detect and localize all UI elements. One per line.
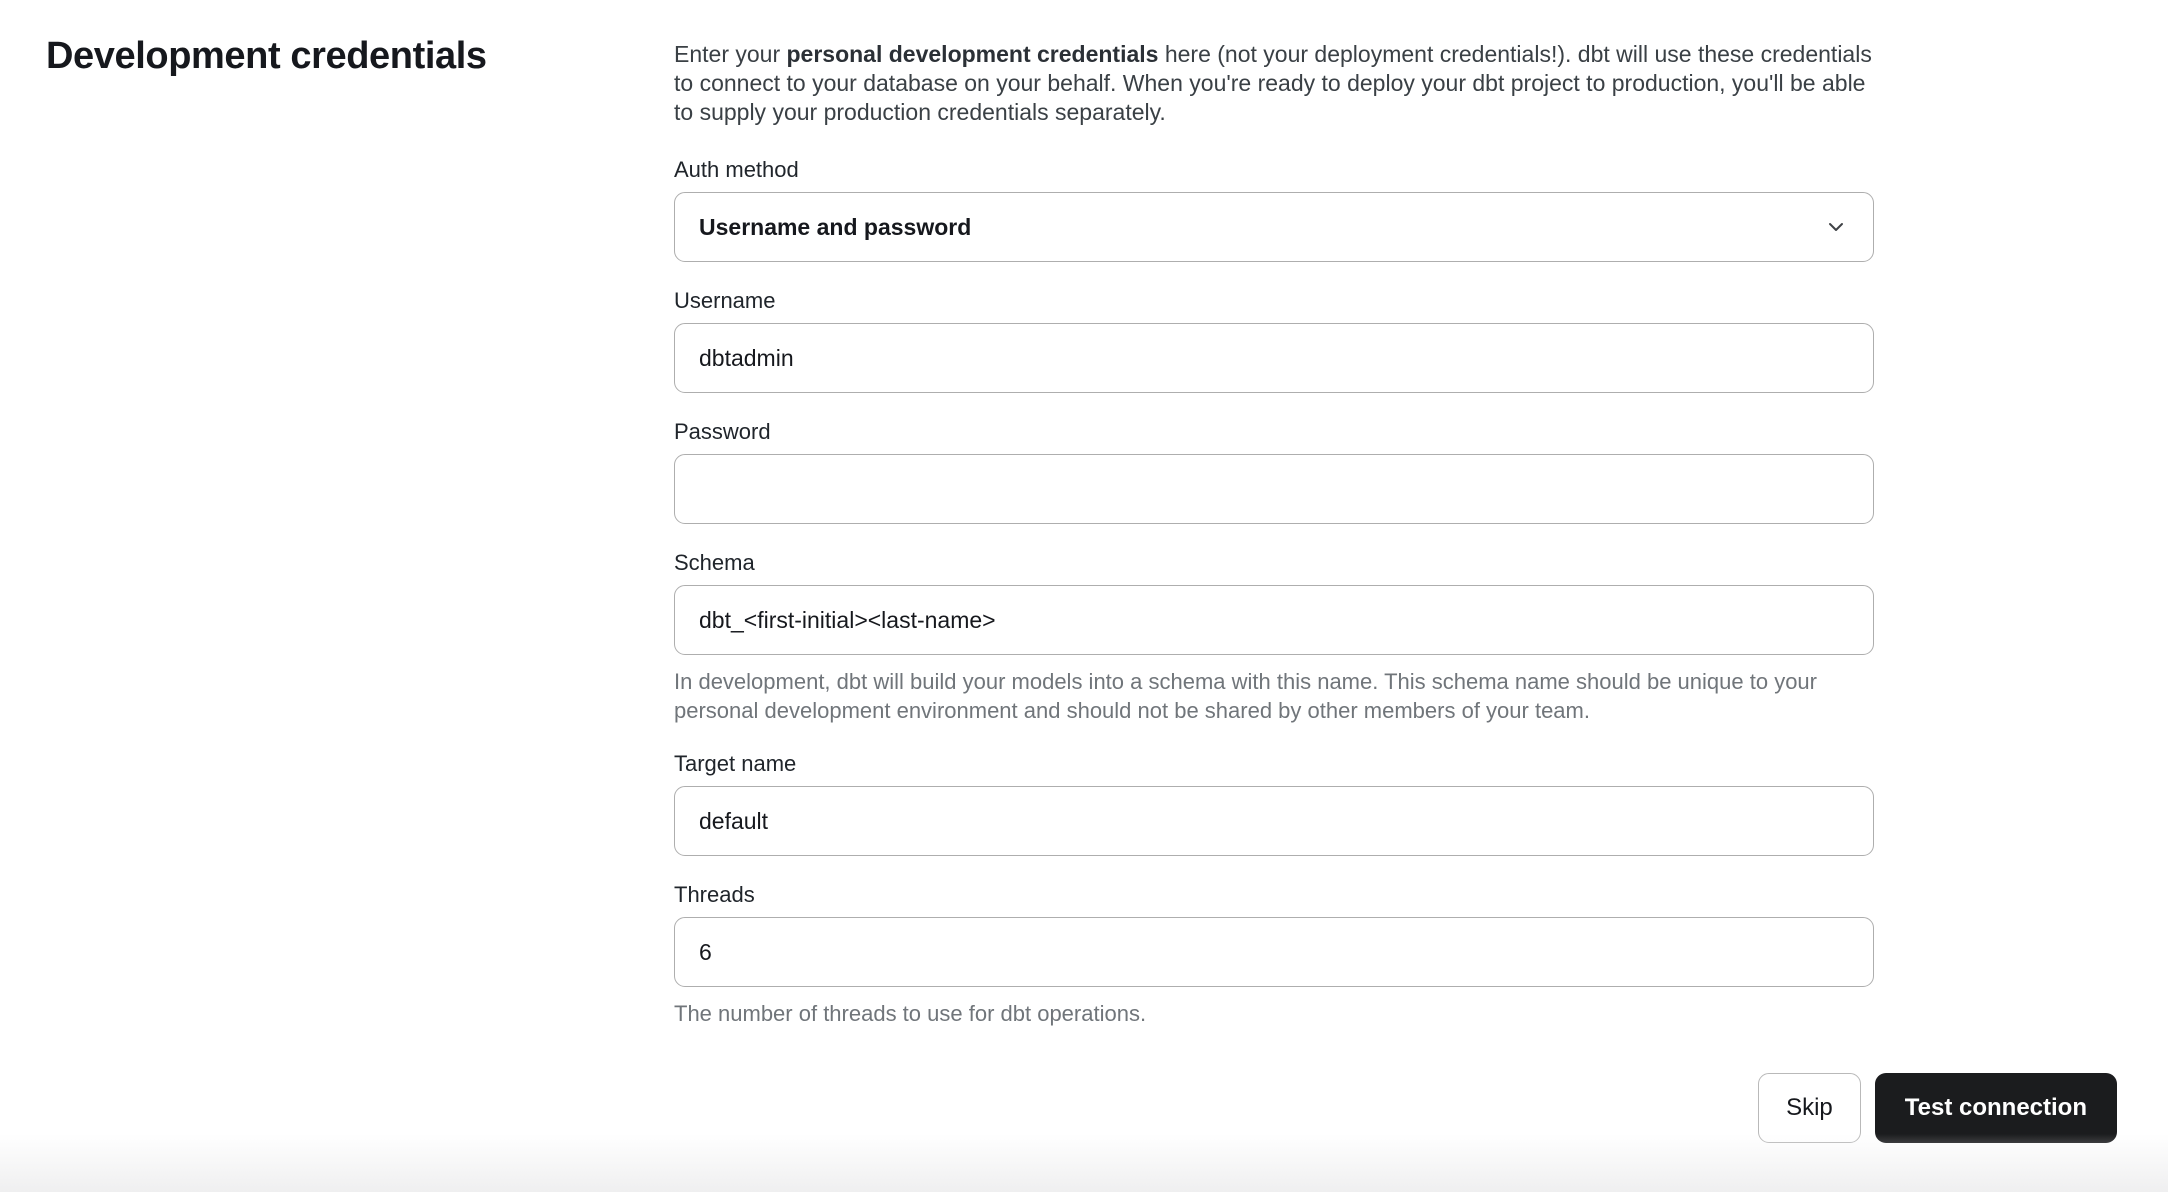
threads-label: Threads [674,882,755,907]
chevron-down-icon [1824,215,1848,239]
threads-input[interactable] [674,917,1874,987]
intro-prefix: Enter your [674,41,787,67]
target-name-input[interactable] [674,786,1874,856]
schema-group [674,550,1874,725]
skip-button[interactable]: Skip [1758,1073,1861,1143]
footer-actions [1758,1073,2117,1143]
username-group [674,288,1874,393]
password-input[interactable] [674,454,1874,524]
test-connection-button[interactable]: Test connection [1875,1073,2117,1143]
schema-input[interactable] [674,585,1874,655]
intro-suffix: here (not your deployment credentials!). dbt will use these credentials to connect to your database on your behalf. When you're ready to deploy your dbt project to production, you'll be able to supply your production credentials separately. [674,41,1872,125]
target-name-group [674,751,1874,856]
auth-method-select[interactable] [674,192,1874,262]
section-title-column [46,36,674,1028]
threads-help-text: The number of threads to use for dbt operations. [674,1001,1147,1026]
intro-text [674,40,1874,127]
threads-group [674,882,1874,1028]
target-name-label: Target name [674,751,797,776]
credentials-form [674,36,1874,1028]
username-input[interactable] [674,323,1874,393]
page-title: Development credentials [46,35,487,77]
password-group [674,419,1874,524]
schema-label: Schema [674,550,755,575]
auth-method-selected-value: Username and password [699,213,972,240]
username-label: Username [674,288,776,313]
intro-bold: personal development credentials [786,41,1159,67]
password-label: Password [674,419,771,444]
auth-method-group [674,157,1874,262]
auth-method-label: Auth method [674,157,799,182]
schema-help-text: In development, dbt will build your models into a schema with this name. This schema name should be unique to your personal development environment and should not be shared by other members of your team. [674,669,1817,723]
